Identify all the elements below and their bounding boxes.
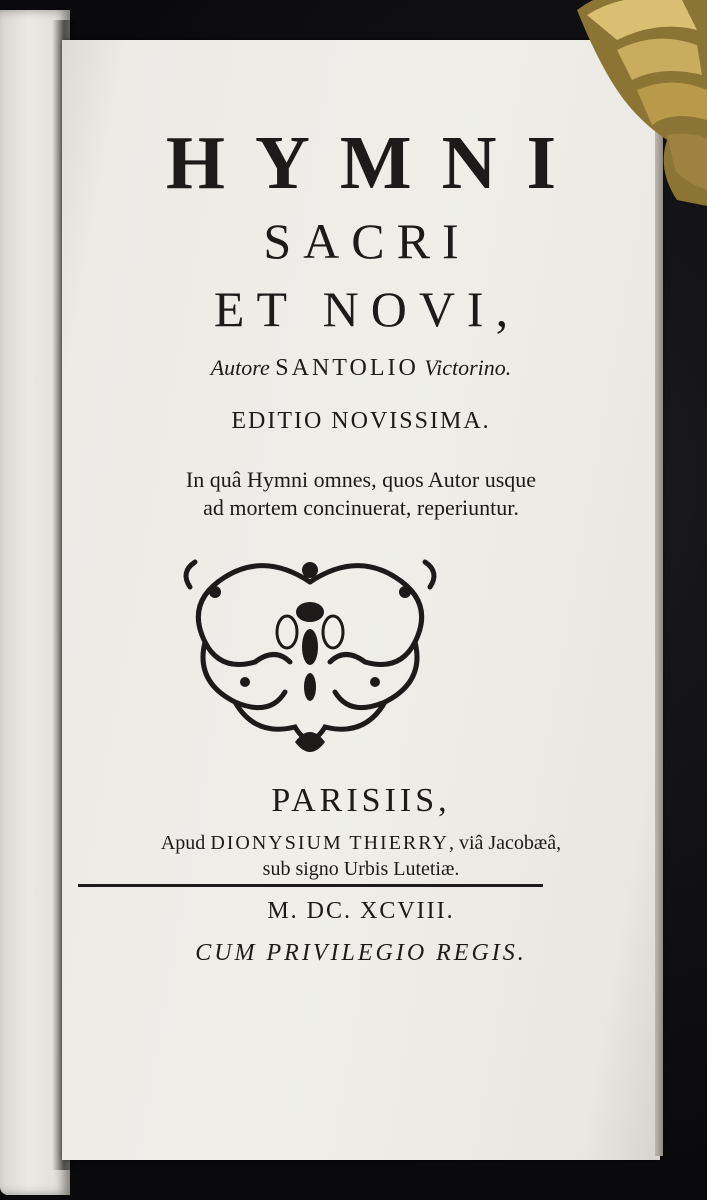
author-prefix: Autore [210, 355, 270, 380]
title-hymni: HYMNI [165, 121, 587, 205]
printer-name: DIONYSIUM THIERRY [210, 832, 449, 854]
author-line [62, 355, 660, 382]
author-name: SANTOLIO [275, 355, 419, 381]
printer-suffix: , viâ Jacobæâ, [448, 832, 562, 854]
place-line: PARISIIS, [271, 782, 451, 819]
printer-line [62, 830, 660, 856]
description-block [62, 466, 660, 522]
description-line-2: ad mortem concinuerat, reperiuntur. [203, 495, 519, 520]
printer-ornament-icon [175, 552, 445, 762]
author-suffix: Victorino. [424, 355, 512, 380]
privilege-line: CUM PRIVILEGIO REGIS. [195, 940, 527, 966]
printer-prefix: Apud [160, 832, 206, 854]
horizontal-rule [78, 884, 543, 887]
title-sacri: SACRI [263, 213, 471, 269]
sign-line: sub signo Urbis Lutetiæ. [262, 858, 460, 880]
title-et-novi: ET NOVI, [213, 281, 521, 337]
year-line: M. DC. XCVIII. [267, 898, 455, 924]
imprint-block [62, 830, 660, 882]
edition-line: EDITIO NOVISSIMA. [231, 408, 491, 434]
description-line-1: In quâ Hymni omnes, quos Autor usque [185, 467, 537, 492]
